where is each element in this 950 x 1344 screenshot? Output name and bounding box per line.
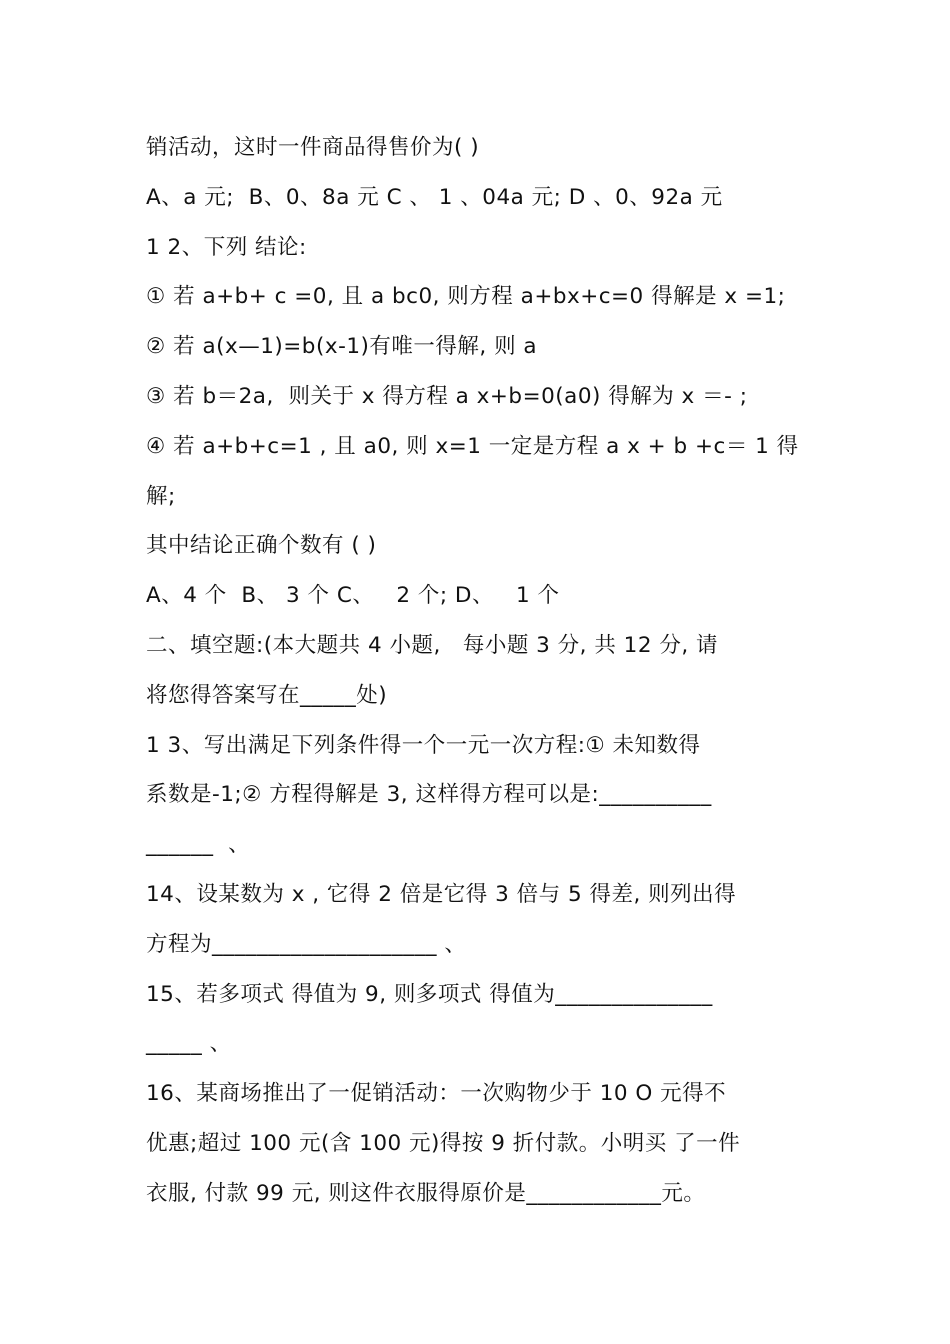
text-line: 衣服, 付款 99 元, 则这件衣服得原价是____________元。 [146,1180,706,1206]
text-line: 其中结论正确个数有 ( ) [146,533,377,559]
text-line: 解; [146,483,176,509]
text-line: 15、若多项式 得值为 9, 则多项式 得值为______________ [146,981,713,1007]
text-line: 系数是-1;② 方程得解是 3, 这样得方程可以是:__________ [146,782,712,808]
text-line: A、a 元; B、0、8a 元 C 、 1 、04a 元; D 、0、92a 元 [146,184,723,210]
text-line: 16、某商场推出了一促销活动：一次购物少于 10 O 元得不 [146,1081,727,1107]
text-line: ④ 若 a+b+c=1 , 且 a0, 则 x=1 一定是方程 a x + b +c＝ 1 得 [146,433,799,459]
text-line: 1 2、下列 结论: [146,234,307,260]
text-line: _____ 、 [146,1031,232,1057]
text-line: ______ 、 [146,832,251,858]
text-line: 销活动，这时一件商品得售价为( ) [146,135,480,160]
text-line: 14、设某数为 x , 它得 2 倍是它得 3 倍与 5 得差, 则列出得 [146,881,737,907]
text-line: ① 若 a+b+ c =0, 且 a bc0, 则方程 a+bx+c=0 得解是 x =1; [146,284,786,310]
text-line: A、4 个 B、 3 个 C、 2 个; D、 1 个 [146,583,560,609]
text-line: ② 若 a(x—1)=b(x-1)有唯一得解, 则 a [146,334,538,360]
text-line: 1 3、写出满足下列条件得一个一元一次方程:① 未知数得 [146,732,701,758]
text-line: 方程为____________________ 、 [146,931,467,957]
text-line: ③ 若 b＝2a, 则关于 x 得方程 a x+b=0(a0) 得解为 x ＝- ; [146,383,748,409]
text-line: 优惠;超过 100 元(含 100 元)得按 9 折付款。小明买 了一件 [146,1130,741,1156]
document-body [146,123,826,1219]
text-line: 将您得答案写在_____处) [146,682,388,708]
text-line: 二、填空题:(本大题共 4 小题, 每小题 3 分, 共 12 分, 请 [146,632,719,658]
